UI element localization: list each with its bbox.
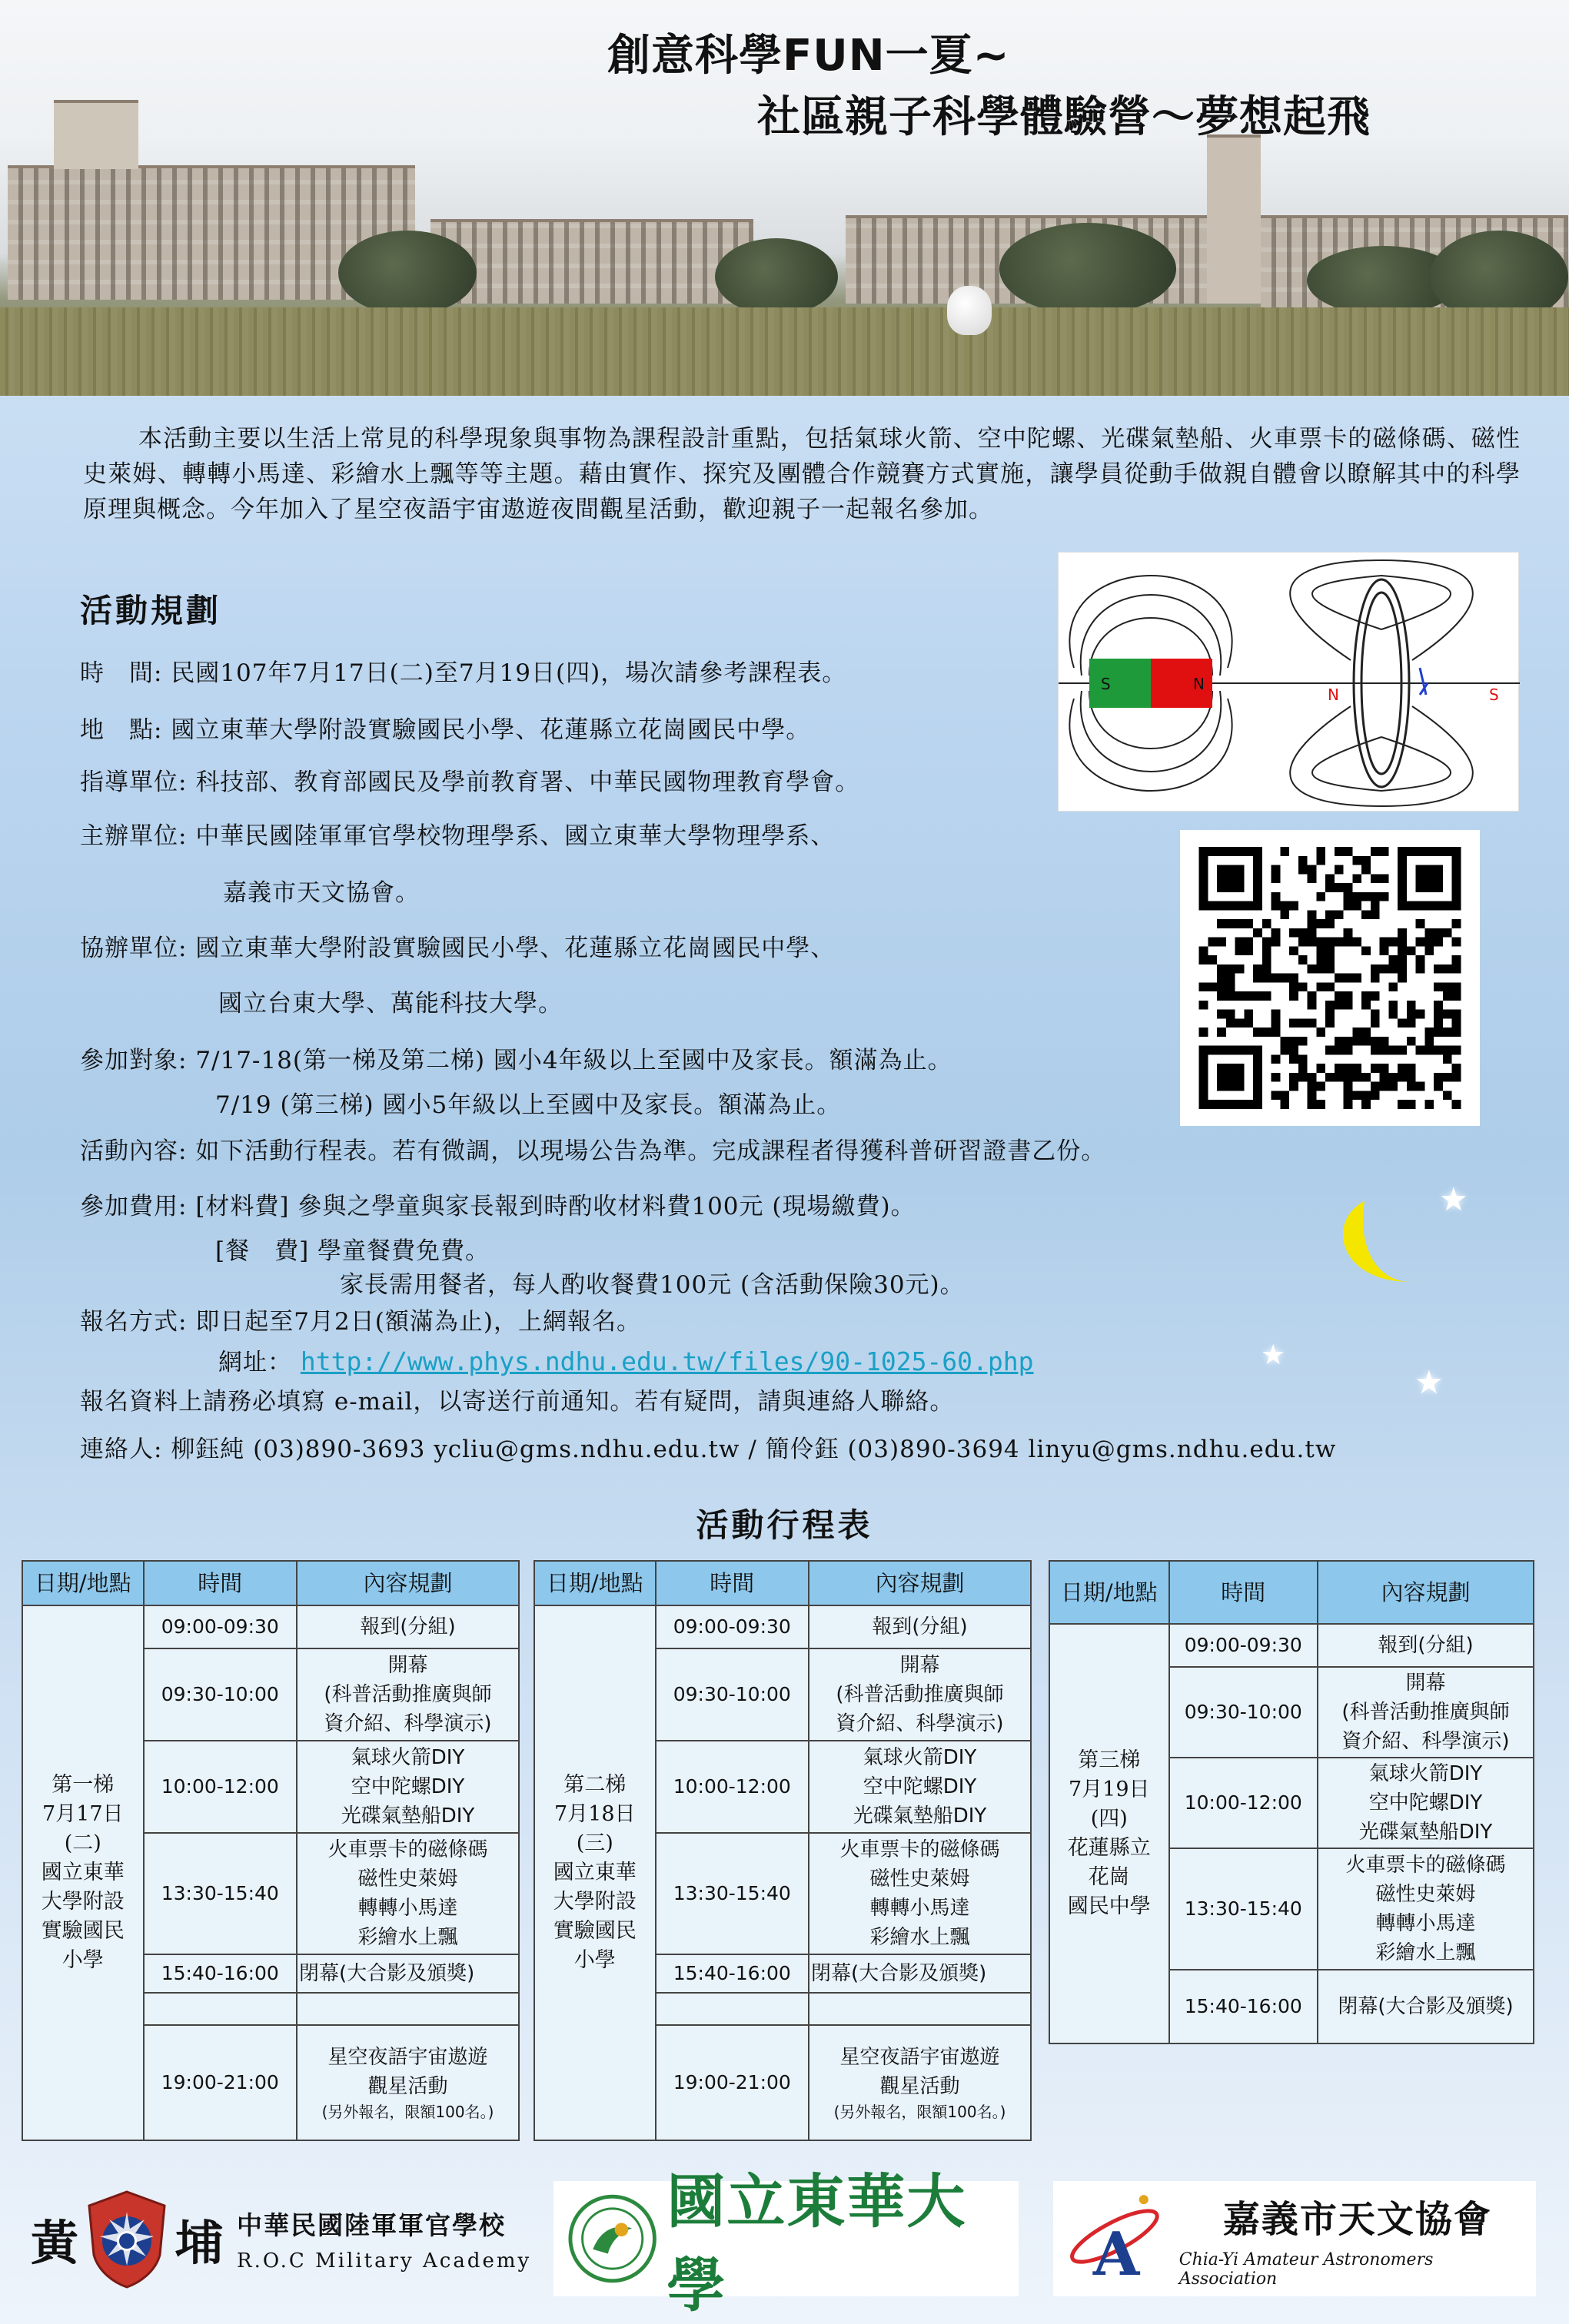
content-line: 氣球火箭DIY <box>1368 1762 1483 1785</box>
date-line: 國立東華 <box>41 1861 125 1884</box>
header-date: 日期/地點 <box>22 1561 144 1605</box>
date-line: (三) <box>576 1831 613 1855</box>
target-row <box>80 1045 952 1076</box>
pole-n-label: N <box>1193 675 1205 693</box>
url-row <box>218 1346 1034 1378</box>
qr-code[interactable] <box>1180 830 1480 1126</box>
date-line: 小學 <box>61 1948 104 1972</box>
date-line: 實驗國民 <box>553 1919 637 1943</box>
content-cell <box>1318 1624 1534 1667</box>
schedule-table-session-3 <box>1049 1560 1534 2044</box>
time-cell: 10:00-12:00 <box>1169 1758 1318 1848</box>
content-line: 報到(分組) <box>872 1615 968 1638</box>
url-label: 網址： <box>218 1349 292 1376</box>
email-note: 報名資料上請務必填寫 e-mail，以寄送行前通知。若有疑問，請與連絡人聯絡。 <box>80 1388 955 1416</box>
content-cell <box>809 2025 1031 2140</box>
content-line: 星空夜語宇宙遨遊 <box>839 2046 1000 2069</box>
time-cell: 09:00-09:30 <box>1169 1624 1318 1667</box>
co-host-label: 協辦單位: <box>80 935 188 962</box>
signup-label: 報名方式: <box>80 1308 188 1336</box>
content-cell <box>297 1605 519 1648</box>
target-label: 參加對象: <box>80 1047 188 1074</box>
co-host-value-2: 國立台東大學、萬能科技大學。 <box>218 990 563 1018</box>
star-icon: ★ <box>1439 1180 1468 1218</box>
chiayi-text-block <box>1179 2190 1536 2289</box>
chiayi-en-name: Chia-Yi Amateur Astronomers Association <box>1178 2249 1434 2289</box>
content-line: 開幕 <box>387 1654 428 1677</box>
content-line: 光碟氣墊船DIY <box>341 1804 475 1828</box>
signup-url-link[interactable]: http://www.phys.ndhu.edu.tw/files/90-1025-60.php <box>300 1346 1034 1376</box>
co-host-row-2 <box>218 988 563 1019</box>
date-line: 小學 <box>573 1948 616 1972</box>
content-line: 空中陀螺DIY <box>351 1775 465 1798</box>
content-line: 彩繪水上飄 <box>357 1926 458 1949</box>
content-row <box>80 1136 1105 1167</box>
content-value: 如下活動行程表。若有微調，以現場公告為準。完成課程者得獲科普研習證書乙份。 <box>195 1137 1106 1165</box>
co-host-value-1: 國立東華大學附設實驗國民小學、花蓮縣立花崗國民中學、 <box>195 935 836 962</box>
empty-cell <box>656 1993 809 2025</box>
contact-row <box>80 1434 1336 1465</box>
time-cell: 09:30-10:00 <box>1169 1667 1318 1758</box>
fee-label: 參加費用: <box>80 1193 188 1220</box>
military-academy-emblem-icon <box>85 2189 169 2289</box>
content-line: 空中陀螺DIY <box>1368 1791 1483 1814</box>
header-content: 內容規劃 <box>1318 1561 1534 1624</box>
hero-banner <box>0 0 1569 396</box>
roc-military-academy-logo <box>31 2181 538 2296</box>
empty-cell <box>297 1993 519 2025</box>
content-line: 轉轉小馬達 <box>1375 1912 1476 1935</box>
date-line: 第一梯 <box>52 1773 115 1797</box>
date-line: 花崗 <box>1088 1865 1130 1889</box>
time-cell: 19:00-21:00 <box>656 2025 809 2140</box>
place-value: 國立東華大學附設實驗國民小學、花蓮縣立花崗國民中學。 <box>171 716 811 744</box>
content-cell <box>809 1648 1031 1741</box>
content-line: 火車票卡的磁條碼 <box>1345 1854 1506 1877</box>
date-line: 花蓮縣立 <box>1067 1836 1151 1860</box>
roc-name-2: 埔 <box>175 2214 224 2271</box>
footer-logos <box>0 2167 1569 2319</box>
signup-row <box>80 1306 641 1337</box>
content-line: (科普活動推廣與師 <box>1341 1701 1510 1724</box>
content-cell <box>297 1741 519 1833</box>
content-cell <box>809 1833 1031 1954</box>
chiayi-letter: A <box>1092 2219 1140 2289</box>
host-value-2: 嘉義市天文協會。 <box>223 879 420 907</box>
fee-row-2 <box>215 1236 490 1267</box>
title-line-2: 社區親子科學體驗營～夢想起飛 <box>757 92 1371 142</box>
content-cell <box>1318 1667 1534 1758</box>
apple-sculpture <box>947 286 992 335</box>
date-line: 7月18日 <box>553 1802 636 1826</box>
content-line: 磁性史萊姆 <box>1375 1883 1476 1906</box>
target-row-2 <box>215 1090 841 1120</box>
header-date: 日期/地點 <box>1049 1561 1169 1624</box>
date-line: 大學附設 <box>41 1890 125 1914</box>
content-line: 彩繪水上飄 <box>1375 1941 1476 1964</box>
content-line: 轉轉小馬達 <box>869 1897 970 1920</box>
email-note-row <box>80 1386 954 1417</box>
time-cell: 09:00-09:30 <box>144 1605 297 1648</box>
co-host-row <box>80 933 835 964</box>
content-line: 磁性史萊姆 <box>869 1868 970 1891</box>
contact-value: 柳鈺純 (03)890-3693 ycliu@gms.ndhu.edu.tw / 簡伶鈺 (03)890-3694 linyu@gms.ndhu.edu.tw <box>171 1436 1337 1463</box>
chiayi-astronomers-logo <box>1053 2181 1536 2296</box>
content-line: 閉幕(大合影及頒獎) <box>1338 1995 1514 2018</box>
date-line: 第三梯 <box>1078 1748 1141 1772</box>
empty-cell <box>809 1993 1031 2025</box>
chiayi-emblem-icon <box>1061 2189 1168 2289</box>
host-row <box>80 821 835 852</box>
date-line: 大學附設 <box>553 1890 637 1914</box>
content-cell <box>1318 1970 1534 2043</box>
time-cell: 13:30-15:40 <box>144 1833 297 1954</box>
time-row <box>80 658 846 689</box>
ndhu-logo <box>553 2167 1019 2319</box>
time-cell: 09:30-10:00 <box>144 1648 297 1741</box>
content-cell <box>297 1648 519 1741</box>
roc-cn-name: 中華民國陸軍軍官學校 <box>237 2209 507 2240</box>
content-line: (科普活動推廣與師 <box>836 1683 1004 1706</box>
time-cell: 15:40-16:00 <box>1169 1970 1318 2043</box>
content-line: 氣球火箭DIY <box>351 1746 465 1769</box>
header-date: 日期/地點 <box>534 1561 656 1605</box>
date-line: 7月19日 <box>1068 1778 1150 1801</box>
campus-building <box>430 219 753 304</box>
content-note: (另外報名，限額100名。) <box>833 2103 1006 2121</box>
schedule-table-session-2 <box>534 1560 1032 2141</box>
host-label: 主辦單位: <box>80 822 188 850</box>
fee-row-3 <box>340 1270 965 1300</box>
content-line: 氣球火箭DIY <box>863 1746 977 1769</box>
star-icon: ★ <box>1261 1340 1286 1371</box>
time-cell: 15:40-16:00 <box>656 1954 809 1993</box>
star-icon: ★ <box>1414 1363 1444 1401</box>
content-cell <box>809 1605 1031 1648</box>
content-cell <box>809 1741 1031 1833</box>
content-cell <box>1318 1758 1534 1848</box>
contact-label: 連絡人: <box>80 1436 163 1463</box>
time-cell: 10:00-12:00 <box>656 1741 809 1833</box>
host-row-2 <box>223 878 420 908</box>
content-line: (科普活動推廣與師 <box>324 1683 492 1706</box>
content-line: 火車票卡的磁條碼 <box>327 1838 488 1861</box>
qr-code-icon <box>1197 847 1463 1109</box>
target-value-1: 7/17-18(第一梯及第二梯) 國小4年級以上至國中及家長。額滿為止。 <box>195 1047 952 1074</box>
header-time: 時間 <box>144 1561 297 1605</box>
content-line: 空中陀螺DIY <box>863 1775 977 1798</box>
header-content: 內容規劃 <box>297 1561 519 1605</box>
date-line: 國立東華 <box>553 1861 637 1884</box>
magnetic-field-diagram <box>1059 553 1520 812</box>
coil-s-label: S <box>1489 686 1499 704</box>
signup-value: 即日起至7月2日(額滿為止)，上網報名。 <box>195 1308 641 1336</box>
plan-heading: 活動規劃 <box>80 592 222 629</box>
content-line: 報到(分組) <box>360 1615 456 1638</box>
tree <box>999 223 1176 315</box>
content-line: 火車票卡的磁條碼 <box>839 1838 1000 1861</box>
content-line: 開幕 <box>1405 1672 1446 1695</box>
session-date-cell <box>534 1605 656 2140</box>
date-line: (四) <box>1090 1807 1128 1831</box>
content-line: 閉幕(大合影及頒獎) <box>811 1962 987 1985</box>
content-line: 資介紹、科學演示) <box>1341 1730 1510 1753</box>
content-cell <box>297 1833 519 1954</box>
current-arrow-icon <box>1420 668 1428 695</box>
header-time: 時間 <box>1169 1561 1318 1624</box>
guide-label: 指導單位: <box>80 769 188 796</box>
guide-row <box>80 767 859 798</box>
place-row <box>80 715 810 745</box>
time-cell: 09:00-09:30 <box>656 1605 809 1648</box>
time-cell: 15:40-16:00 <box>144 1954 297 1993</box>
guide-value: 科技部、教育部國民及學前教育署、中華民國物理教育學會。 <box>195 769 860 796</box>
time-cell: 13:30-15:40 <box>1169 1848 1318 1970</box>
header-content: 內容規劃 <box>809 1561 1031 1605</box>
place-label: 地 點: <box>80 716 163 744</box>
magnet-south <box>1089 659 1151 708</box>
content-cell <box>809 1954 1031 1993</box>
fee-value-3: 家長需用餐者，每人酌收餐費100元 (含活動保險30元)。 <box>340 1271 965 1299</box>
host-value-1: 中華民國陸軍軍官學校物理學系、國立東華大學物理學系、 <box>195 822 836 850</box>
time-value: 民國107年7月17日(二)至7月19日(四)，場次請參考課程表。 <box>171 659 847 687</box>
date-line: 實驗國民 <box>41 1919 125 1943</box>
empty-cell <box>144 1993 297 2025</box>
content-line: 光碟氣墊船DIY <box>1358 1821 1493 1844</box>
pole-s-label: S <box>1101 675 1111 693</box>
date-line: 第二梯 <box>563 1773 627 1797</box>
crescent-moon-icon <box>1334 1197 1418 1290</box>
lawn <box>0 307 1569 396</box>
date-line: 國民中學 <box>1067 1894 1151 1918</box>
content-label: 活動內容: <box>80 1137 188 1165</box>
content-line: 開幕 <box>899 1654 940 1677</box>
roc-text-block <box>237 2206 531 2273</box>
session-date-cell <box>1049 1624 1169 2043</box>
content-cell <box>1318 1848 1534 1970</box>
title-line-1: 創意科學FUN一夏~ <box>607 31 1010 81</box>
clock-tower <box>1207 134 1261 304</box>
fee-value-1: [材料費] 參與之學童與家長報到時酌收材料費100元 (現場繳費)。 <box>195 1193 916 1220</box>
content-line: 資介紹、科學演示) <box>836 1712 1004 1735</box>
ndhu-emblem-icon <box>567 2193 657 2285</box>
fee-value-2: [餐 費] 學童餐費免費。 <box>215 1237 490 1265</box>
session-date-cell <box>22 1605 144 2140</box>
roc-en-name: R.O.C Military Academy <box>237 2249 532 2273</box>
content-line: 閉幕(大合影及頒獎) <box>299 1962 475 1985</box>
time-cell: 09:30-10:00 <box>656 1648 809 1741</box>
ndhu-cn-name: 國立東華大學 <box>666 2167 967 2319</box>
intro-paragraph: 本活動主要以生活上常見的科學現象與事物為課程設計重點，包括氣球火箭、空中陀螺、光碟氣墊船、火車票卡的磁條碼、磁性史萊姆、轉轉小馬達、彩繪水上飄等等主題。藉由實作、探究及團體合作競賽方式實施，讓學員從動手做親自體會以瞭解其中的科學原理與概念。今年加入了星空夜語宇宙遨遊夜間觀星活動，歡迎親子一起報名參加。 <box>83 425 1521 523</box>
coil-n-label: N <box>1328 686 1339 704</box>
date-line: 7月17日(二) <box>42 1802 124 1855</box>
time-cell: 10:00-12:00 <box>144 1741 297 1833</box>
time-label: 時 間: <box>80 659 163 687</box>
content-line: 觀星活動 <box>367 2075 448 2098</box>
schedule-table-session-1 <box>22 1560 520 2141</box>
content-line: 轉轉小馬達 <box>357 1897 458 1920</box>
chiayi-cn-name: 嘉義市天文協會 <box>1222 2197 1492 2241</box>
fee-row <box>80 1191 916 1222</box>
content-line: 報到(分組) <box>1378 1634 1474 1657</box>
schedule-title: 活動行程表 <box>696 1506 873 1544</box>
header-time: 時間 <box>656 1561 809 1605</box>
content-note: (另外報名，限額100名。) <box>321 2103 494 2121</box>
campus-tower <box>54 100 138 169</box>
content-line: 星空夜語宇宙遨遊 <box>327 2046 488 2069</box>
content-cell <box>297 2025 519 2140</box>
time-cell: 13:30-15:40 <box>656 1833 809 1954</box>
magnetic-field-figure <box>1058 552 1519 812</box>
tree <box>338 231 477 315</box>
content-cell <box>297 1954 519 1993</box>
content-line: 彩繪水上飄 <box>869 1926 970 1949</box>
target-value-2: 7/19 (第三梯) 國小5年級以上至國中及家長。額滿為止。 <box>215 1091 842 1119</box>
content-line: 觀星活動 <box>879 2075 960 2098</box>
content-line: 磁性史萊姆 <box>357 1868 458 1891</box>
roc-name-1: 黃 <box>31 2214 79 2271</box>
content-line: 光碟氣墊船DIY <box>853 1804 987 1828</box>
content-line: 資介紹、科學演示) <box>324 1712 492 1735</box>
tree <box>715 238 838 315</box>
time-cell: 19:00-21:00 <box>144 2025 297 2140</box>
